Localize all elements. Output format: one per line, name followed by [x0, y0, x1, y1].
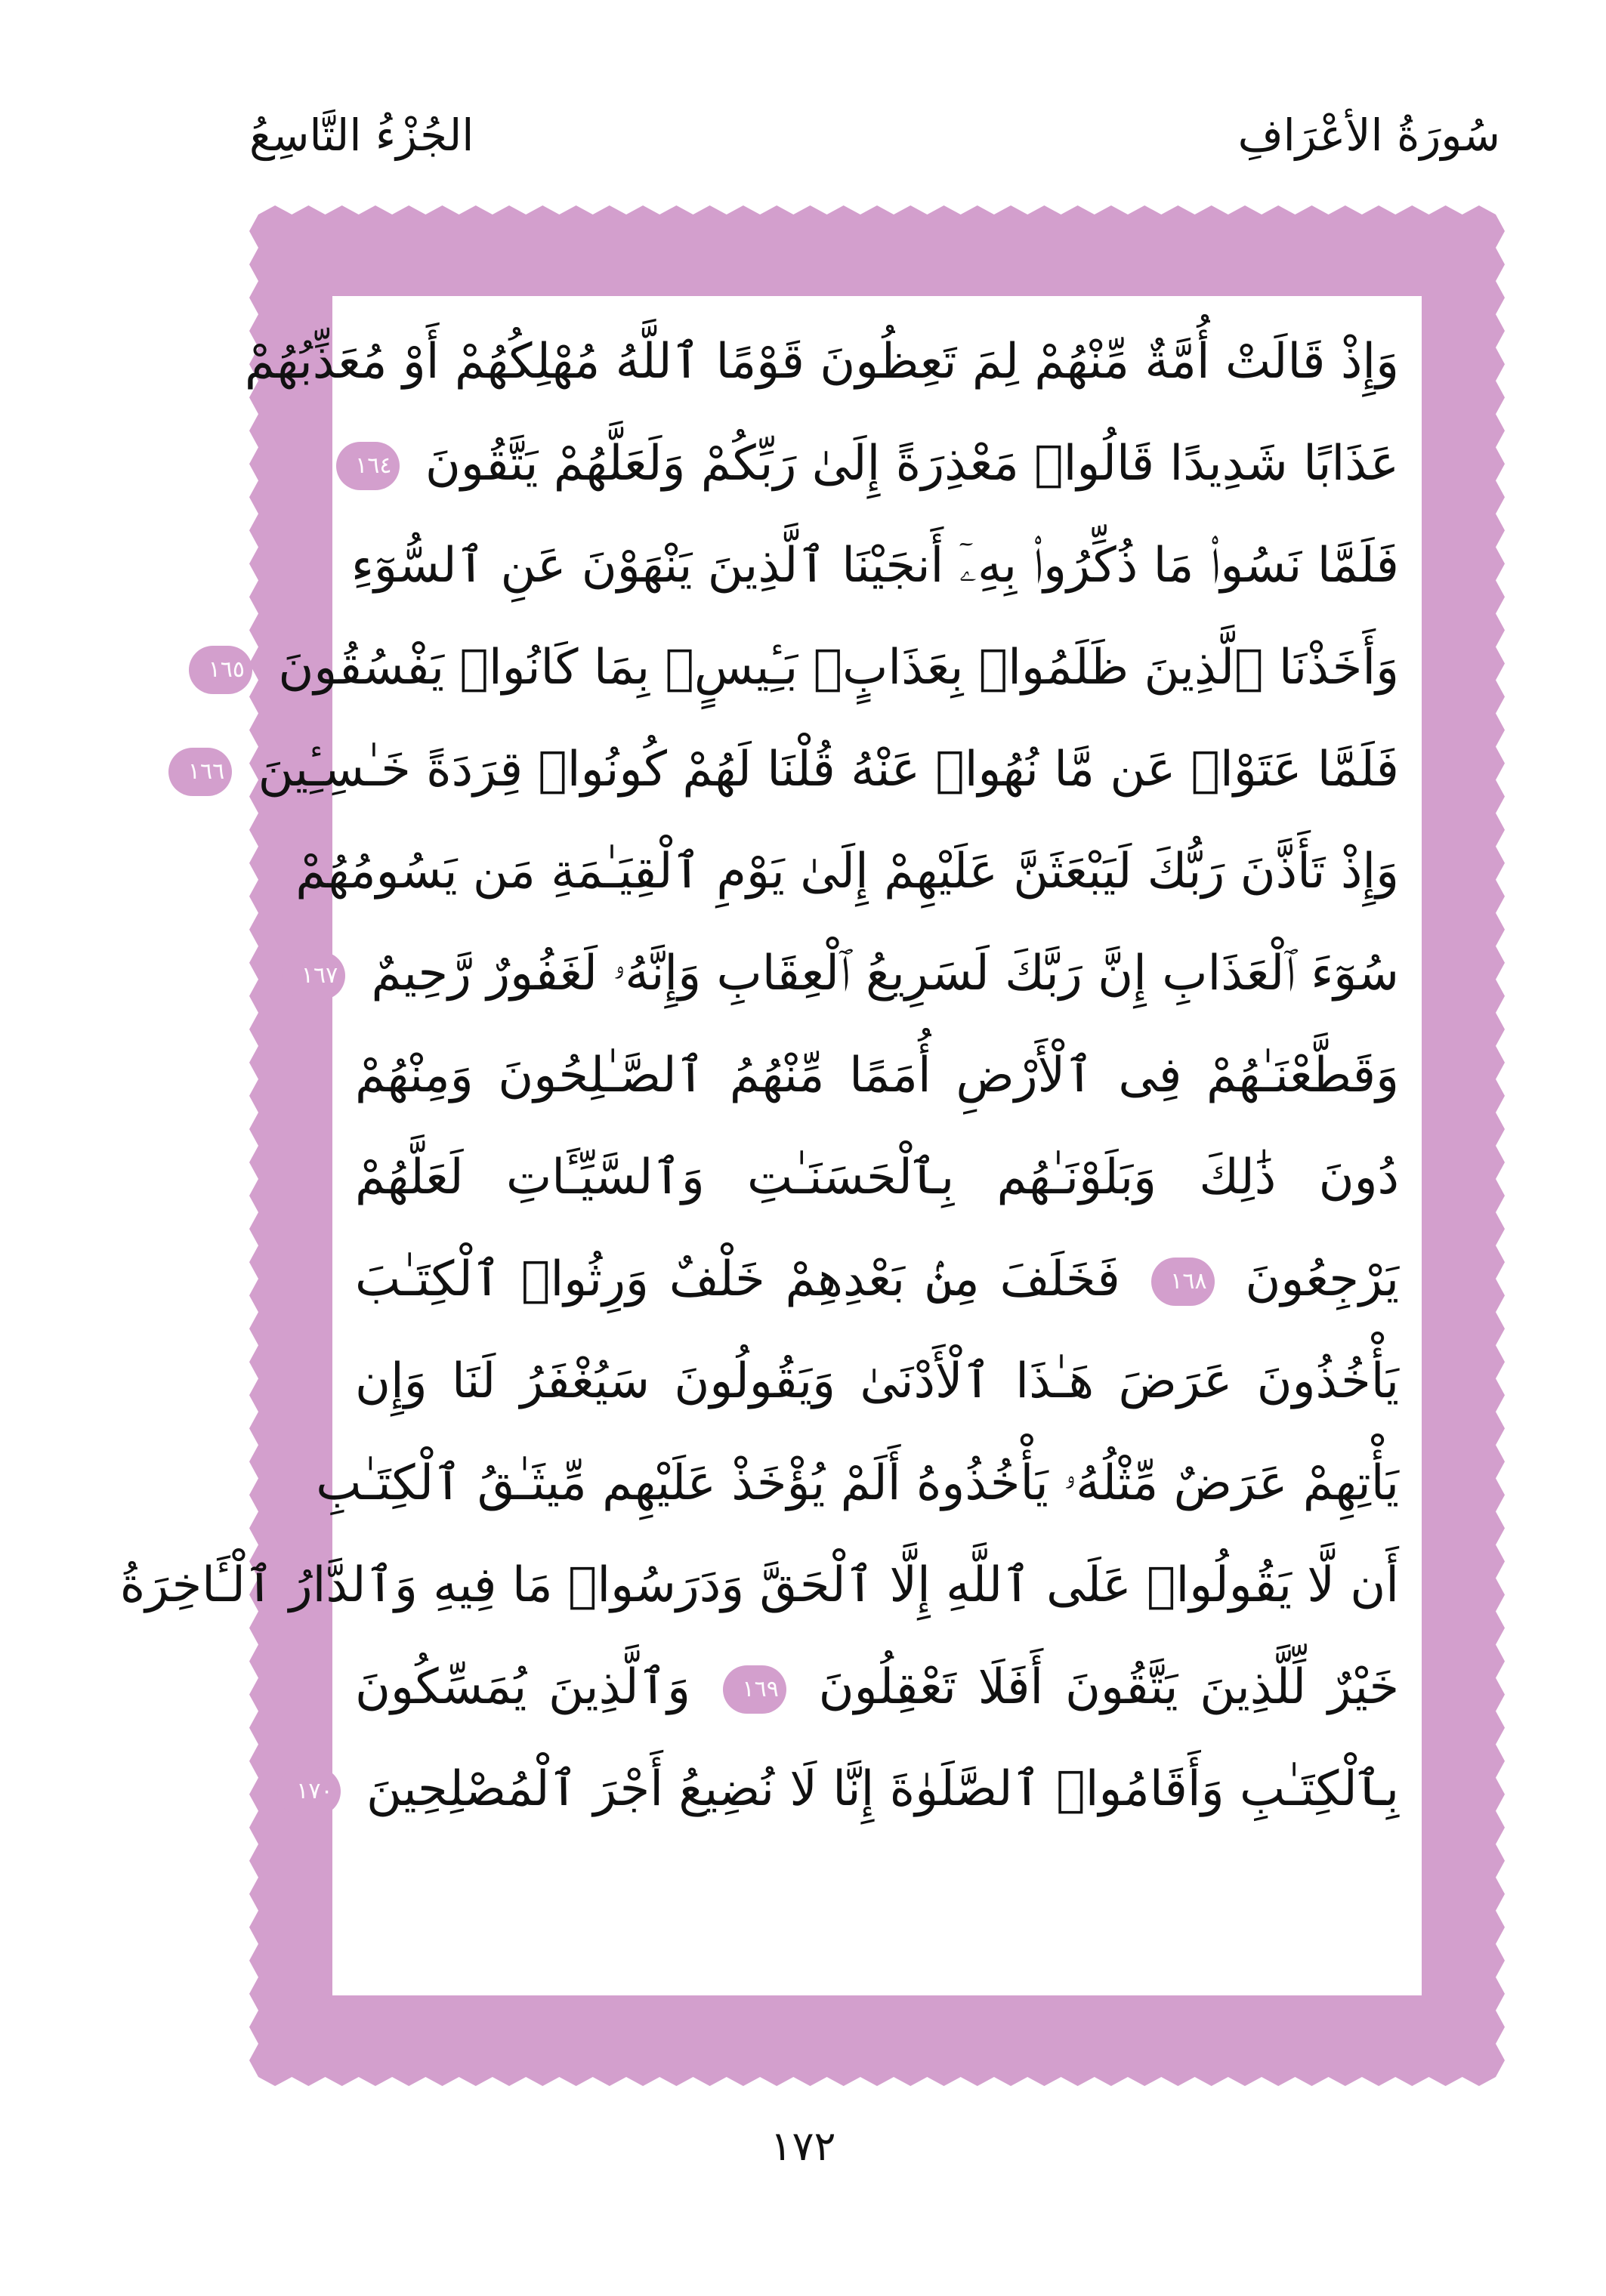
ayah-number-marker: ١٦٥	[189, 646, 252, 694]
verse-line	[316, 1433, 1399, 1535]
ayah-number-marker: ١٧٠	[277, 1767, 341, 1816]
verse-text: يَرْجِعُونَ	[1245, 1251, 1400, 1307]
surah-name: سُورَةُ الأعْرَافِ	[1237, 110, 1500, 161]
verse-line	[187, 719, 1399, 821]
verse-line	[351, 515, 1399, 617]
verse-text: خَيْرٌ لِّلَّذِينَ يَتَّقُونَ أَفَلَا تَعْقِلُونَ	[818, 1659, 1400, 1715]
verse-text: عَذَابًا شَدِيدًا قَالُوا۟ مَعْذِرَةً إِلَىٰ رَبِّكُمْ وَلَعَلَّهُمْ يَتَّقُونَ	[425, 436, 1399, 492]
verse-line	[208, 617, 1399, 719]
juz-name: الجُزْءُ التَّاسِعُ	[249, 110, 474, 161]
verse-text: يَأْخُذُونَ عَرَضَ هَـٰذَا ٱلْأَدْنَىٰ وَيَقُولُونَ سَيُغْفَرُ لَنَا وَإِن	[355, 1353, 1399, 1409]
verse-text: سُوٓءَ ٱلْعَذَابِ إِنَّ رَبَّكَ لَسَرِيعُ ٱلْعِقَابِ وَإِنَّهُۥ لَغَفُورٌ رَّحِيمٌ	[371, 946, 1399, 1001]
page-number: ١٧٢	[770, 2122, 836, 2170]
verse-line	[296, 1739, 1399, 1841]
verse-line	[355, 1127, 1399, 1229]
ayah-number-marker: ١٦٧	[282, 952, 345, 1000]
verse-text: وَٱلَّذِينَ يُمَسِّكُونَ	[355, 1659, 691, 1715]
verse-text: فَلَمَّا عَتَوْا۟ عَن مَّا نُهُوا۟ عَنْهُ قُلْنَا لَهُمْ كُونُوا۟ قِرَدَةً خَـٰسِـِٔينَ	[258, 742, 1399, 798]
verse-text: يَأْتِهِمْ عَرَضٌ مِّثْلُهُۥ يَأْخُذُوهُ أَلَمْ يُؤْخَذْ عَلَيْهِم مِّيثَـٰقُ ٱلْكِتَـٰبِ	[316, 1455, 1399, 1511]
verse-line	[355, 413, 1399, 515]
verse-text: وَإِذْ تَأَذَّنَ رَبُّكَ لَيَبْعَثَنَّ عَلَيْهِمْ إِلَىٰ يَوْمِ ٱلْقِيَـٰمَةِ مَن يَسُومُهُمْ	[295, 844, 1399, 900]
ayah-number-marker: ١٦٨	[1151, 1258, 1215, 1306]
ayah-number-marker: ١٦٩	[723, 1665, 786, 1714]
verse-text: أَن لَّا يَقُولُوا۟ عَلَى ٱللَّهِ إِلَّا ٱلْحَقَّ وَدَرَسُوا۟ مَا فِيهِ وَٱلدَّارُ ٱلْـَٔاخِرَةُ	[119, 1557, 1399, 1613]
verse-text: دُونَ ذَٰلِكَ وَبَلَوْنَـٰهُم بِٱلْحَسَنَـٰتِ وَٱلسَّيِّـَٔاتِ لَعَلَّهُمْ	[355, 1150, 1399, 1205]
verse-text: وَإِذْ قَالَتْ أُمَّةٌ مِّنْهُمْ لِمَ تَعِظُونَ قَوْمًا ٱللَّهُ مُهْلِكُهُمْ أَوْ مُعَذِّبُهُمْ	[244, 334, 1399, 390]
ayah-number-marker: ١٦٤	[336, 442, 400, 490]
verse-line	[355, 1229, 1399, 1331]
verse-text: وَأَخَذْنَا ٱلَّذِينَ ظَلَمُوا۟ بِعَذَابٍۭ بَـِٔيسٍۭ بِمَا كَانُوا۟ يَفْسُقُونَ	[278, 640, 1399, 696]
verse-text: وَقَطَّعْنَـٰهُمْ فِى ٱلْأَرْضِ أُمَمًا مِّنْهُمُ ٱلصَّـٰلِحُونَ وَمِنْهُمْ	[355, 1048, 1399, 1103]
verse-line	[355, 1025, 1399, 1127]
verse-line	[355, 1331, 1399, 1433]
verse-line	[119, 1535, 1399, 1637]
ayah-number-marker: ١٦٦	[168, 748, 232, 796]
verse-text: فَخَلَفَ مِنۢ بَعْدِهِمْ خَلْفٌ وَرِثُوا۟ ٱلْكِتَـٰبَ	[355, 1251, 1120, 1307]
verse-line	[355, 1637, 1399, 1739]
text-panel	[119, 296, 1422, 1995]
verse-line	[301, 923, 1399, 1025]
verse-text: فَلَمَّا نَسُوا۟ مَا ذُكِّرُوا۟ بِهِۦٓ أَنجَيْنَا ٱلَّذِينَ يَنْهَوْنَ عَنِ ٱلسُّوٓءِ	[351, 538, 1399, 594]
verse-line	[295, 821, 1399, 923]
verse-text: بِٱلْكِتَـٰبِ وَأَقَامُوا۟ ٱلصَّلَوٰةَ إِنَّا لَا نُضِيعُ أَجْرَ ٱلْمُصْلِحِينَ	[366, 1761, 1399, 1817]
verse-line	[244, 311, 1399, 413]
